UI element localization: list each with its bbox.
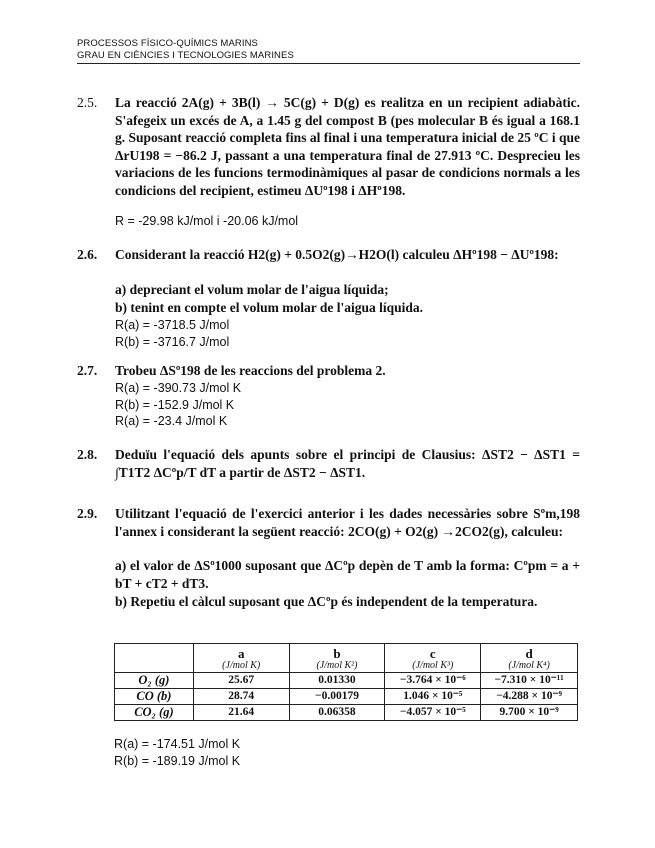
heat-capacity-table <box>114 643 578 721</box>
problem-result-a: R(a) = -3718.5 J/mol <box>115 318 230 332</box>
header-degree-title: GRAU EN CIÈNCIES I TECNOLOGIES MARINES <box>77 50 294 61</box>
table-cell: 9.700 × 10⁻⁹ <box>481 705 578 721</box>
problem-part-b: b) Repetiu el càlcul suposant que ΔCºp és independent de la temperatura. <box>115 594 538 609</box>
problem-2-9-results <box>114 736 240 769</box>
problem-statement: Trobeu ΔSº198 de les reaccions del problema 2. <box>115 363 386 378</box>
table-cell: 21.64 <box>193 705 289 721</box>
problem-part-a: a) depreciant el volum molar de l'aigua líquida; <box>115 282 389 297</box>
table-cell: −3.764 × 10⁻⁶ <box>385 673 481 689</box>
problem-statement: Considerant la reacció H2(g) + 0.5O2(g)→H2O(l) calculeu ΔHº198 − ΔUº198: <box>115 247 559 262</box>
problem-result-b: R(b) = -152.9 J/mol K <box>115 397 235 412</box>
table-cell: 0.06358 <box>289 705 385 721</box>
table-cell: 0.01330 <box>289 673 385 689</box>
table-cell: 1.046 × 10⁻⁵ <box>385 689 481 705</box>
problem-number: 2.9. <box>77 506 98 521</box>
table-header-row <box>115 644 578 673</box>
table-header-c: c (J/mol K³) <box>385 644 481 673</box>
table-cell: −7.310 × 10⁻¹¹ <box>481 673 578 689</box>
problem-statement: Deduïu l'equació dels apunts sobre el principi de Clausius: ΔST2 − ΔST1 = ∫T1T2 ΔCºp/T dT a partir de ΔST2 − ΔST1. <box>115 447 580 480</box>
problem-result: R = -29.98 kJ/mol i -20.06 kJ/mol <box>115 214 299 228</box>
problem-number: 2.7. <box>77 363 98 378</box>
problem-result-a: R(a) = -174.51 J/mol K <box>114 737 241 751</box>
problem-number: 2.6. <box>77 247 98 262</box>
table-row <box>115 705 578 721</box>
problem-statement: La reacció 2A(g) + 3B(l) → 5C(g) + D(g) es realitza en un recipient adiabàtic. S'afegeix un excés de A, a 1.45 g del compost B (pes molecular B és igual a 168.1 g. Suposant reacció completa fins al final i una temperatura inicial de 25 ºC i que ΔrU198 = −86.2 J, passant a una temperatura final de 27.913 ºC. Desprecieu les variacions de les funcions termodinàmiques al pasar de condicions normals a les condicions del recipient, estimeu ΔUº198 i ΔHº198. <box>115 95 580 198</box>
problem-number: 2.8. <box>77 447 98 462</box>
table-cell: −4.057 × 10⁻⁵ <box>385 705 481 721</box>
problem-part-b: b) tenint en compte el volum molar de l'aigua líquida. <box>115 299 424 315</box>
table-cell-species: CO₂ (g) <box>115 705 194 721</box>
problem-part-a: a) el valor de ΔSº1000 suposant que ΔCºp depèn de T amb la forma: Cºpm = a + bT + cT2 + dT3. <box>115 558 580 591</box>
table-cell: −0.00179 <box>289 689 385 705</box>
problem-result-b: R(b) = -3716.7 J/mol <box>115 334 230 349</box>
table-header-a: a (J/mol K) <box>193 644 289 673</box>
problem-statement: Utilitzant l'equació de l'exercici anterior i les dades necessàries sobre Sºm,198 l'annex i considerant la següent reacció: 2CO(g) + O2(g) →2CO2(g), calculeu: <box>115 506 580 539</box>
header-divider <box>77 63 580 64</box>
table-cell-species: O₂ (g) <box>115 673 194 689</box>
table-cell-species: CO (b) <box>115 689 194 705</box>
table-cell: −4.288 × 10⁻⁹ <box>481 689 578 705</box>
problem-number: 2.5. <box>77 95 98 110</box>
table-row <box>115 673 578 689</box>
table-row <box>115 689 578 705</box>
problem-result-b: R(b) = -189.19 J/mol K <box>114 753 241 768</box>
problem-result-a: R(a) = -390.73 J/mol K <box>115 381 242 395</box>
table-header-b: b (J/mol K²) <box>289 644 385 673</box>
table-cell: 28.74 <box>193 689 289 705</box>
table-header-species <box>115 644 194 673</box>
table-cell: 25.67 <box>193 673 289 689</box>
problem-result-c: R(a) = -23.4 J/mol K <box>115 414 228 428</box>
document-header <box>77 38 579 62</box>
table-header-d: d (J/mol K⁴) <box>481 644 578 673</box>
header-course-title: PROCESSOS FÍSICO-QUÍMICS MARINS <box>77 38 258 49</box>
